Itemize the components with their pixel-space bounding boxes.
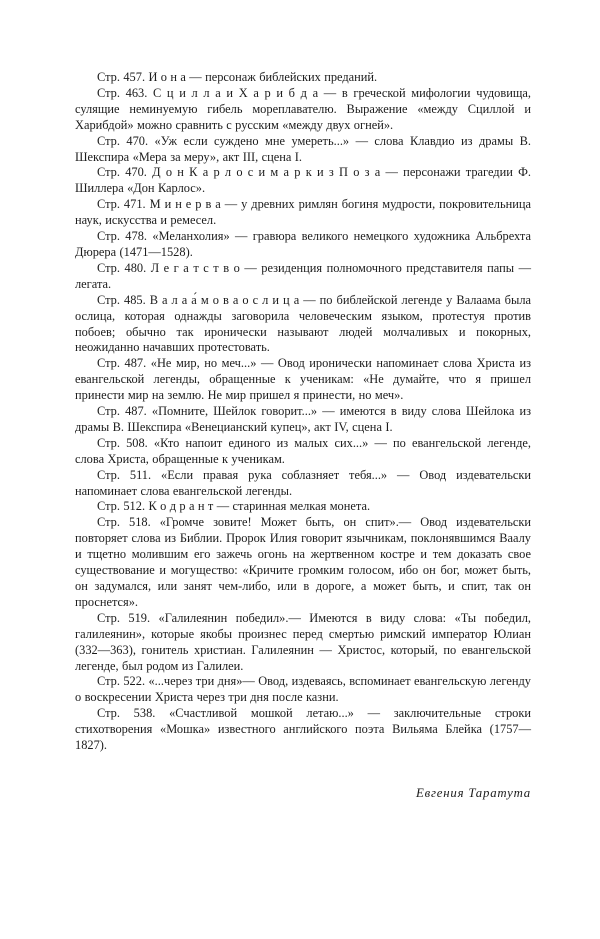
note-entry: Стр. 470. Д о н К а р л о с и м а р к и з П о з а — персонажи трагедии Ф. Шиллера «Дон Карлос».	[75, 165, 531, 196]
note-entry: Стр. 478. «Меланхолия» — гравюра великого немецкого художника Альбрехта Дюрера (1471—1528).	[75, 229, 531, 259]
annotations-list	[75, 70, 531, 754]
note-entry: Стр. 522. «...через три дня»— Овод, издеваясь, вспоминает евангельскую легенду о воскресении Христа через три дня после казни.	[75, 674, 531, 705]
note-entry: Стр. 470. «Уж если суждено мне умереть...» — слова Клавдио из драмы В. Шекспира «Мера за меру», акт III, сцена I.	[75, 133, 531, 164]
note-entry: Стр. 485. В а л а а́ м о в а о с л и ц а — по библейской легенде у Валаама была ослица, которая однажды заговорила человеческим языком, протестуя против побоев; обычно так иронически называют людей молчаливых и покорных, неожиданно начавших протестовать.	[75, 292, 531, 355]
note-entry: Стр. 511. «Если правая рука соблазняет тебя...» — Овод издевательски напоминает слова евангельской легенды.	[75, 467, 531, 498]
note-entry: Стр. 471. М и н е р в а — у древних римлян богиня мудрости, покровительница наук, искусства и ремесел.	[75, 197, 531, 228]
annotations-section	[75, 70, 531, 802]
note-entry: Стр. 538. «Счастливой мошкой летаю...» — заключительные строки стихотворения «Мошка» известного английского поэта Вильяма Блейка (1757—1827).	[75, 706, 531, 753]
note-entry: Стр. 518. «Громче зовите! Может быть, он спит».— Овод издевательски повторяет слова из Библии. Пророк Илия говорит язычникам, поклонявшимся Ваалу и тщетно молившим его зажечь огонь на жертвенном костре и тем доказать свое существование и могущество: «Кричите громким голосом, ибо он бог, может быть, он задумался, или занят чем-либо, или в дороге, а может быть, и спит, так он проснется».	[75, 515, 531, 609]
note-entry: Стр. 463. С ц и л л а и Х а р и б д а — в греческой мифологии чудовища, сулящие неминуемую гибель мореплавателю. Выражение «между Сциллой и Харибдой» можно сравнить с русским «между двух огней».	[75, 85, 531, 132]
note-entry: Стр. 512. К о д р а н т — старинная мелкая монета.	[97, 499, 371, 514]
author-signature: Евгения Таратута	[416, 785, 531, 800]
note-entry: Стр. 487. «Не мир, но меч...» — Овод иронически напоминает слова Христа из евангельской легенды, обращенные к ученикам: «Не думайте, что я пришел принести мир на землю. Не мир пришел я принести, но меч».	[75, 356, 531, 403]
note-entry: Стр. 519. «Галилеянин победил».— Имеются в виду слова: «Ты победил, галилеянин», которые якобы произнес перед смертью римский император Юлиан (332—363), гонитель христиан. Галилеянин — Христос, который, по евангельской легенде, был родом из Галилеи.	[75, 610, 531, 673]
note-entry: Стр. 487. «Помните, Шейлок говорит...» — имеются в виду слова Шейлока из драмы В. Шекспира «Венецианский купец», акт IV, сцена I.	[75, 404, 531, 434]
note-entry: Стр. 508. «Кто напоит единого из малых сих...» — по евангельской легенде, слова Христа, обращенные к ученикам.	[75, 435, 531, 466]
note-entry: Стр. 480. Л е г а т с т в о — резиденция полномочного представителя папы — легата.	[75, 260, 531, 291]
note-entry: Стр. 457. И о н а — персонаж библейских преданий.	[97, 70, 378, 84]
